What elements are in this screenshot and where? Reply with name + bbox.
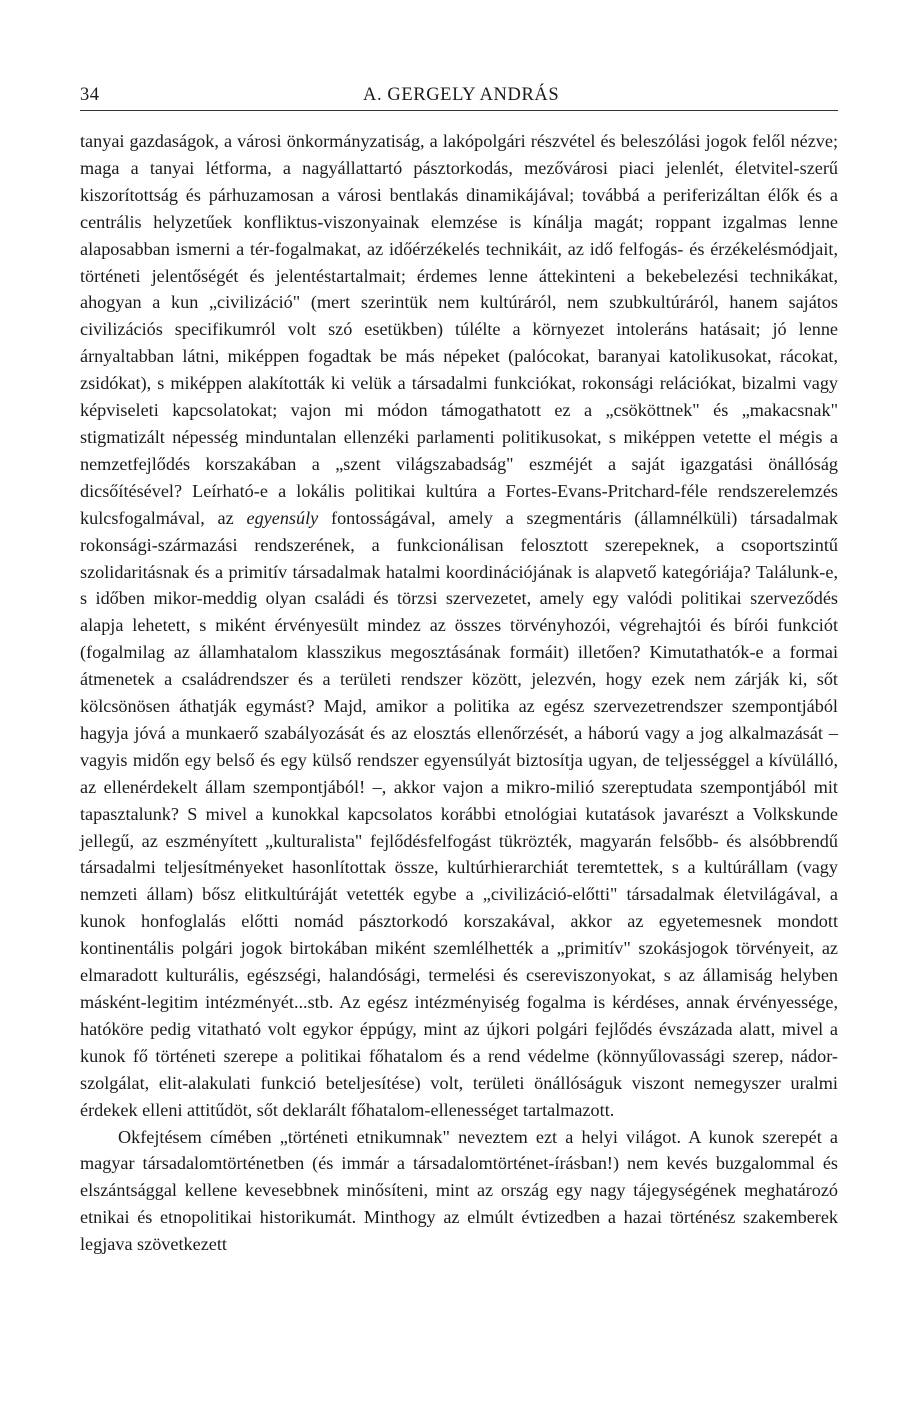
running-title: A. GERGELY ANDRÁS [363,85,560,105]
paragraph-2: Okfejtésem címében „történeti etnikumnak" neveztem ezt a helyi világot. A kunok szerepét a magyar társadalomtörténetben (és immár a társadalomtörténet-írásban!) nem kevés buzgalommal és elszántsággal kellene kevesebbnek minősíteni, mint az ország egy nagy tájegységének meghatározó etnikai és etnopolitikai historikumát. Minthogy az elmúlt évtizedben a hazai történész szakemberek legjava szövetkezett [80,1126,838,1255]
running-head [80,84,838,108]
page-number: 34 [80,85,100,105]
header-rule [80,110,838,111]
document-page [80,84,838,1258]
paragraph-1 [80,128,838,1124]
paragraph-1-part-1: tanyai gazdaságok, a városi önkormányzatiság, a lakópolgári részvétel és beleszólási jogok felől nézve; maga a tanyai létforma, a nagyállattartó pásztorkodás, mezővárosi piaci jelenlét, életvitel-szerű kiszorítottság és párhuzamosan a városi bentlakás dinamikájával; továbbá a periferizáltan élők és a centrális helyzetűek konfliktus-viszonyainak elemzése is kínálja magát; roppant izgalmas lenne alaposabban ismerni a tér-fogalmakat, az időérzékelés technikáit, az idő felfogás- és érzékelésmódjait, történeti jelentőségét és jelentéstartalmait; érdemes lenne áttekinteni a bekebelezési technikákat, ahogyan a kun „civilizáció" (mert szerintük nem kultúráról, nem szubkultúráról, hanem sajátos civilizációs specifikumról volt szó esetükben) túlélte a környezet intoleráns hatásait; jó lenne árnyaltabban látni, miképpen fogadtak be más népeket (palócokat, baranyai katolikusokat, rácokat, zsidókat), s miképpen alakították ki velük a társadalmi funkciókat, rokonsági relációkat, bizalmi vagy képviseleti kapcsolatokat; vajon mi módon támogathatott ez a „csököttnek" és „makacsnak" stigmatizált népesség minduntalan ellenzéki parlamenti politikusokat, s miképpen vetette el mégis a nemzetfejlődés korszakában a „szent világszabadság" eszméjét a saját igazgatási önállóság dicsőítésével? Leírható-e a lokális politikai kultúra a Fortes-Evans-Pritchard-féle rendszerelemzés kulcsfogalmával, az [80,131,838,528]
italic-term-egyensuly: egyensúly [246,507,319,528]
paragraph-1-part-2: fontosságával, amely a szegmentáris (államnélküli) társadalmak rokonsági-származási rendszerének, a funkcionálisan felosztott szerepeknek, a csoportszintű szolidaritásnak és a primitív társadalmak hatalmi koordinációjának is alapvető kategóriája? Találunk-e, s időben mikor-meddig olyan családi és törzsi szervezetet, amely egy valódi politikai szerveződés alapja lehetett, s miként érvényesült mindez az összes törvényhozói, végrehajtói és bírói funkciót (fogalmilag az államhatalom klasszikus megosztásának formáit) illetően? Kimutathatók-e a formai átmenetek a családrendszer és a területi rendszer között, jelezvén, hogy ezek nem zárják ki, sőt kölcsönösen áthatják egymást? Majd, amikor a politika az egész szervezetrendszer szempontjából hagyja jóvá a munkaerő szabályozását és az elosztás ellenőrzését, a háború vagy a jog alkalmazását – vagyis midőn egy belső és egy külső rendszer egyensúlyát biztosítja ugyan, de teljességgel a kívülálló, az ellenérdekelt állam szempontjából! –, akkor vajon a mikro-milió szereptudata szempontjából mit tapasztalunk? S mivel a kunokkal kapcsolatos korábbi etnológiai kutatások javarészt a Volkskunde jellegű, az eszményített „kulturalista" fejlődésfelfogást tükrözték, magyarán felsőbb- és alsóbbrendű társadalmi teljesítményeket hasonlítottak össze, kultúrhierarchiát teremtettek, s a kultúrállam (vagy nemzeti állam) bősz elitkultúráját vetették egybe a „civilizáció-előtti" társadalmak életvilágával, a kunok honfoglalás előtti nomád pásztorkodó korszakával, akkor az egyetemesnek mondott kontinentális polgári jogok birtokában miként szemlélhették a „primitív" szokásjogok törvényeit, az elmaradott kulturális, egészségi, halandósági, termelési és csereviszonyokat, s az államiság helyben másként-legitim intézményét...stb. Az egész intézményiség fogalma is kérdéses, annak érvényessége, hatóköre pedig vitatható volt egykor éppúgy, mint az újkori polgári fejlődés évszázada alatt, mivel a kunok fő történeti szerepe a politikai főhatalom és a rend védelme (könnyűlovassági szerep, nádor-szolgálat, elit-alakulati funkció beteljesítése) volt, területi önállóságuk viszont nemegyszer uralmi érdekek elleni attitűdöt, sőt deklarált főhatalom-ellenességet tartalmazott. [80,507,838,1120]
body-text [80,128,838,1258]
